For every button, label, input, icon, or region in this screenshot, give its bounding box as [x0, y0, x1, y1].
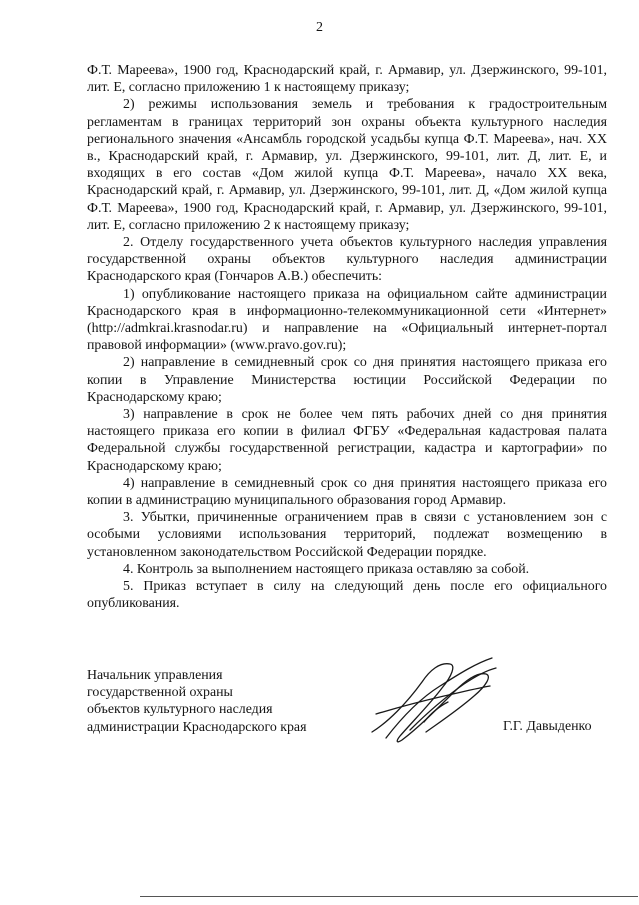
paragraph-section-3: 3. Убытки, причиненные ограничением прав в связи с установлением зон с особыми условиями использования территорий, подлежат возмещению в установленном законодательством Российской Федерации порядке. — [87, 510, 607, 560]
paragraph-item-2: 2) режимы использования земель и требования к градостроительным регламентам в границах территорий зон охраны объекта культурного наследия регионального значения «Ансамбль городской усадьбы купца Ф.Т. Мареева», нач. XX в., Краснодарский край, г. Армавир, ул. Дзержинского, 99-101, лит. Д, лит. Е, и входящих в его состав «Дом жилой купца Ф.Т. Мареева», начало XX века, Краснодарский край, г. Армавир, ул. Дзержинского, 99-101, лит. Д, «Дом жилой купца Ф.Т. Мареева», 1900 год, Краснодарский край, г. Армавир, ул. Дзержинского, 99-101, лит. Е, согласно приложению 2 к настоящему приказу; — [87, 97, 607, 233]
signatory-position-title — [87, 667, 387, 736]
page-number: 2 — [316, 20, 323, 35]
paragraph-section-4: 4. Контроль за выполнением настоящего приказа оставляю за собой. — [123, 561, 530, 577]
position-title-line: Начальник управления — [87, 668, 223, 683]
signer-name: Г.Г. Давыденко — [503, 719, 592, 734]
paragraph-section-5: 5. Приказ вступает в силу на следующий день после его официального опубликования. — [87, 579, 607, 612]
paragraph-subitem-3: 3) направление в срок не более чем пять рабочих дней со дня принятия настоящего приказа его копии в филиал ФГБУ «Федеральная кадастровая палата Федеральной службы государственной регистрации, кадастра и картографии» по Краснодарскому краю; — [87, 407, 607, 474]
position-title-line: администрации Краснодарского края — [87, 719, 307, 735]
position-title-line: объектов культурного наследия — [87, 702, 273, 718]
footer-divider — [140, 896, 638, 897]
paragraph-subitem-1: 1) опубликование настоящего приказа на официальном сайте администрации Краснодарского края в информационно-телекоммуникационной сети «Интернет» (http://admkrai.krasnodar.ru) и направление на «Официальный интернет-портал правовой информации» (www.pravo.gov.ru); — [87, 286, 607, 354]
paragraph-subitem-4: 4) направление в семидневный срок со дня принятия настоящего приказа его копии в администрацию муниципального образования город Армавир. — [87, 475, 607, 509]
paragraph-subitem-2: 2) направление в семидневный срок со дня принятия настоящего приказа его копии в Управление Министерства юстиции Российской Федерации по Краснодарскому краю; — [87, 355, 607, 405]
position-title-line: государственной охраны — [87, 685, 233, 701]
paragraph-continuation: Ф.Т. Мареева», 1900 год, Краснодарский край, г. Армавир, ул. Дзержинского, 99-101, лит. Е, согласно приложению 1 к настоящему приказу; — [87, 63, 607, 96]
handwritten-signature — [366, 652, 501, 750]
document-body — [87, 62, 607, 613]
paragraph-section-2: 2. Отделу государственного учета объектов культурного наследия управления государственной охраны объектов культурного наследия администрации Краснодарского края (Гончаров А.В.) обеспечить: — [87, 235, 607, 285]
